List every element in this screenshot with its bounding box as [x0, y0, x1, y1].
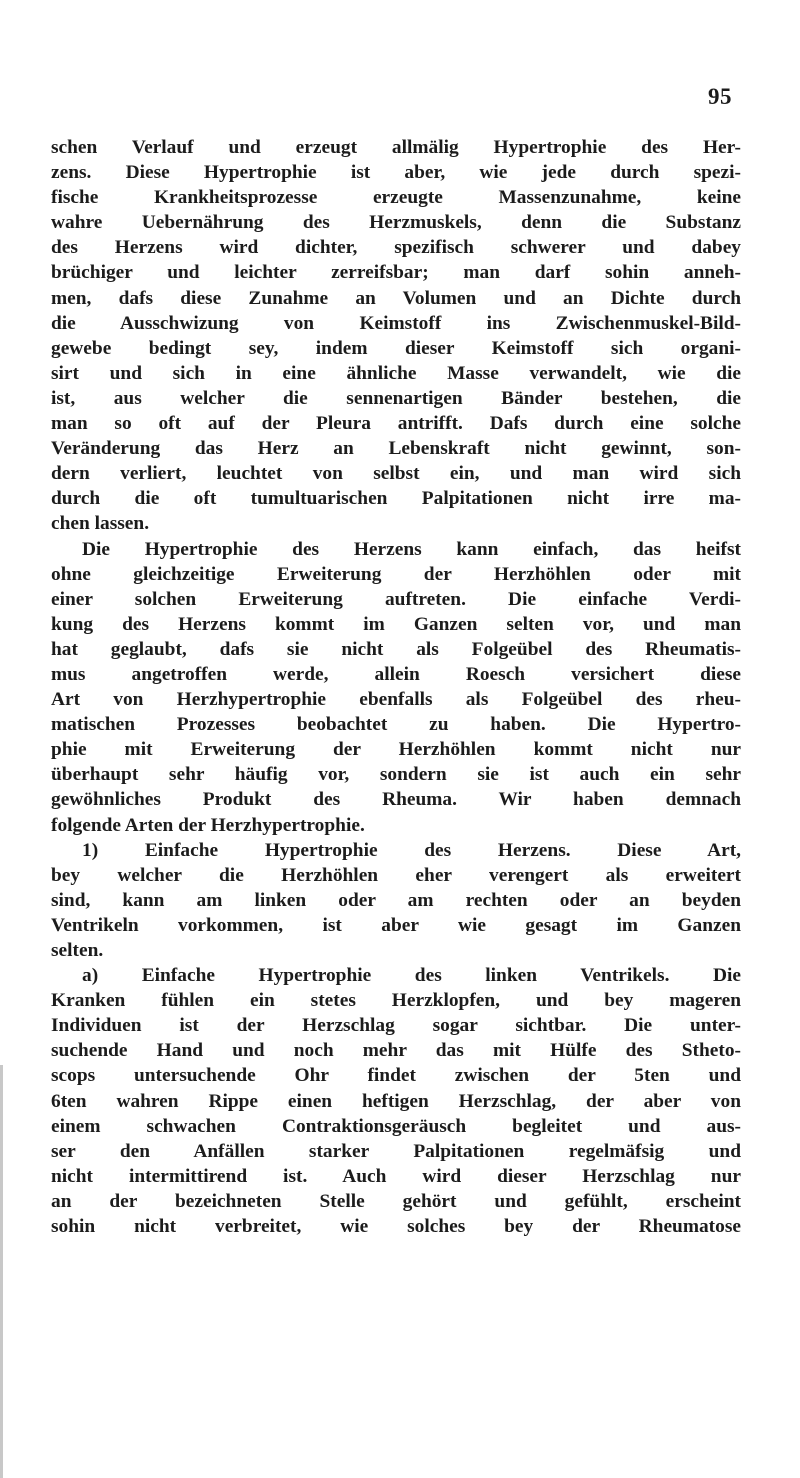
text-line: ohne gleichzeitige Erweiterung der Herzhöhlen oder mit	[51, 563, 741, 585]
text-line: sirt und sich in eine ähnliche Masse verwandelt, wie die	[51, 362, 741, 384]
page-number: 95	[708, 84, 732, 109]
text-line: gewöhnliches Produkt des Rheuma. Wir haben demnach	[51, 789, 741, 811]
text-line: wahre Uebernährung des Herzmuskels, denn die Substanz	[51, 212, 741, 234]
text-line: nicht intermittirend ist. Auch wird dieser Herzschlag nur	[51, 1165, 741, 1187]
page-edge-shadow	[0, 1065, 3, 1478]
text-line: phie mit Erweiterung der Herzhöhlen kommt nicht nur	[51, 739, 741, 761]
text-line: fische Krankheitsprozesse erzeugte Massenzunahme, keine	[51, 187, 741, 209]
text-line: ist, aus welcher die sennenartigen Bänder bestehen, die	[51, 387, 741, 409]
text-line: Ventrikeln vorkommen, ist aber wie gesagt im Ganzen	[51, 914, 741, 936]
text-line: durch die oft tumultuarischen Palpitationen nicht irre ma-	[51, 488, 741, 510]
text-line: ser den Anfällen starker Palpitationen regelmäfsig und	[51, 1140, 741, 1162]
text-line: scops untersuchende Ohr findet zwischen der 5ten und	[51, 1065, 741, 1087]
text-line: dern verliert, leuchtet von selbst ein, und man wird sich	[51, 463, 741, 485]
text-line: kung des Herzens kommt im Ganzen selten vor, und man	[51, 613, 741, 635]
text-line: Die Hypertrophie des Herzens kann einfach, das heifst	[82, 538, 741, 560]
text-line: mus angetroffen werde, allein Roesch versichert diese	[51, 663, 741, 685]
text-line: hat geglaubt, dafs sie nicht als Folgeübel des Rheumatis-	[51, 638, 741, 660]
text-line: des Herzens wird dichter, spezifisch schwerer und dabey	[51, 237, 741, 259]
text-line: chen lassen.	[51, 513, 150, 535]
text-line: gewebe bedingt sey, indem dieser Keimstoff sich organi-	[51, 337, 741, 359]
text-line: die Ausschwizung von Keimstoff ins Zwischenmuskel-Bild-	[51, 312, 741, 334]
text-line: Art von Herzhypertrophie ebenfalls als Folgeübel des rheu-	[51, 689, 741, 711]
text-line: suchende Hand und noch mehr das mit Hülfe des Stheto-	[51, 1040, 741, 1062]
text-line: bey welcher die Herzhöhlen eher verengert als erweitert	[51, 864, 741, 886]
text-line: sohin nicht verbreitet, wie solches bey der Rheumatose	[51, 1216, 741, 1238]
text-line: 6ten wahren Rippe einen heftigen Herzschlag, der aber von	[51, 1090, 741, 1112]
text-line: sind, kann am linken oder am rechten oder an beyden	[51, 889, 741, 911]
text-line: an der bezeichneten Stelle gehört und gefühlt, erscheint	[51, 1190, 741, 1212]
text-line: 1) Einfache Hypertrophie des Herzens. Diese Art,	[82, 839, 741, 861]
text-line: Kranken fühlen ein stetes Herzklopfen, und bey mageren	[51, 990, 741, 1012]
text-line: schen Verlauf und erzeugt allmälig Hypertrophie des Her-	[51, 137, 741, 158]
text-line: man so oft auf der Pleura antrifft. Dafs durch eine solche	[51, 413, 741, 435]
text-line: zens. Diese Hypertrophie ist aber, wie jede durch spezi-	[51, 162, 741, 184]
text-line: selten.	[51, 940, 104, 961]
text-line: einer solchen Erweiterung auftreten. Die einfache Verdi-	[51, 588, 741, 610]
text-line: Veränderung das Herz an Lebenskraft nicht gewinnt, son-	[51, 438, 741, 460]
text-line: einem schwachen Contraktionsgeräusch begleitet und aus-	[51, 1115, 741, 1137]
text-line: Individuen ist der Herzschlag sogar sichtbar. Die unter-	[51, 1015, 741, 1037]
text-line: brüchiger und leichter zerreifsbar; man darf sohin anneh-	[51, 262, 741, 284]
text-line: folgende Arten der Herzhypertrophie.	[51, 814, 365, 836]
text-line: a) Einfache Hypertrophie des linken Ventrikels. Die	[82, 965, 741, 987]
text-line: matischen Prozesses beobachtet zu haben. Die Hypertro-	[51, 714, 741, 736]
body-text	[51, 135, 741, 1239]
text-line: men, dafs diese Zunahme an Volumen und an Dichte durch	[51, 287, 741, 309]
text-line: überhaupt sehr häufig vor, sondern sie ist auch ein sehr	[51, 764, 741, 786]
